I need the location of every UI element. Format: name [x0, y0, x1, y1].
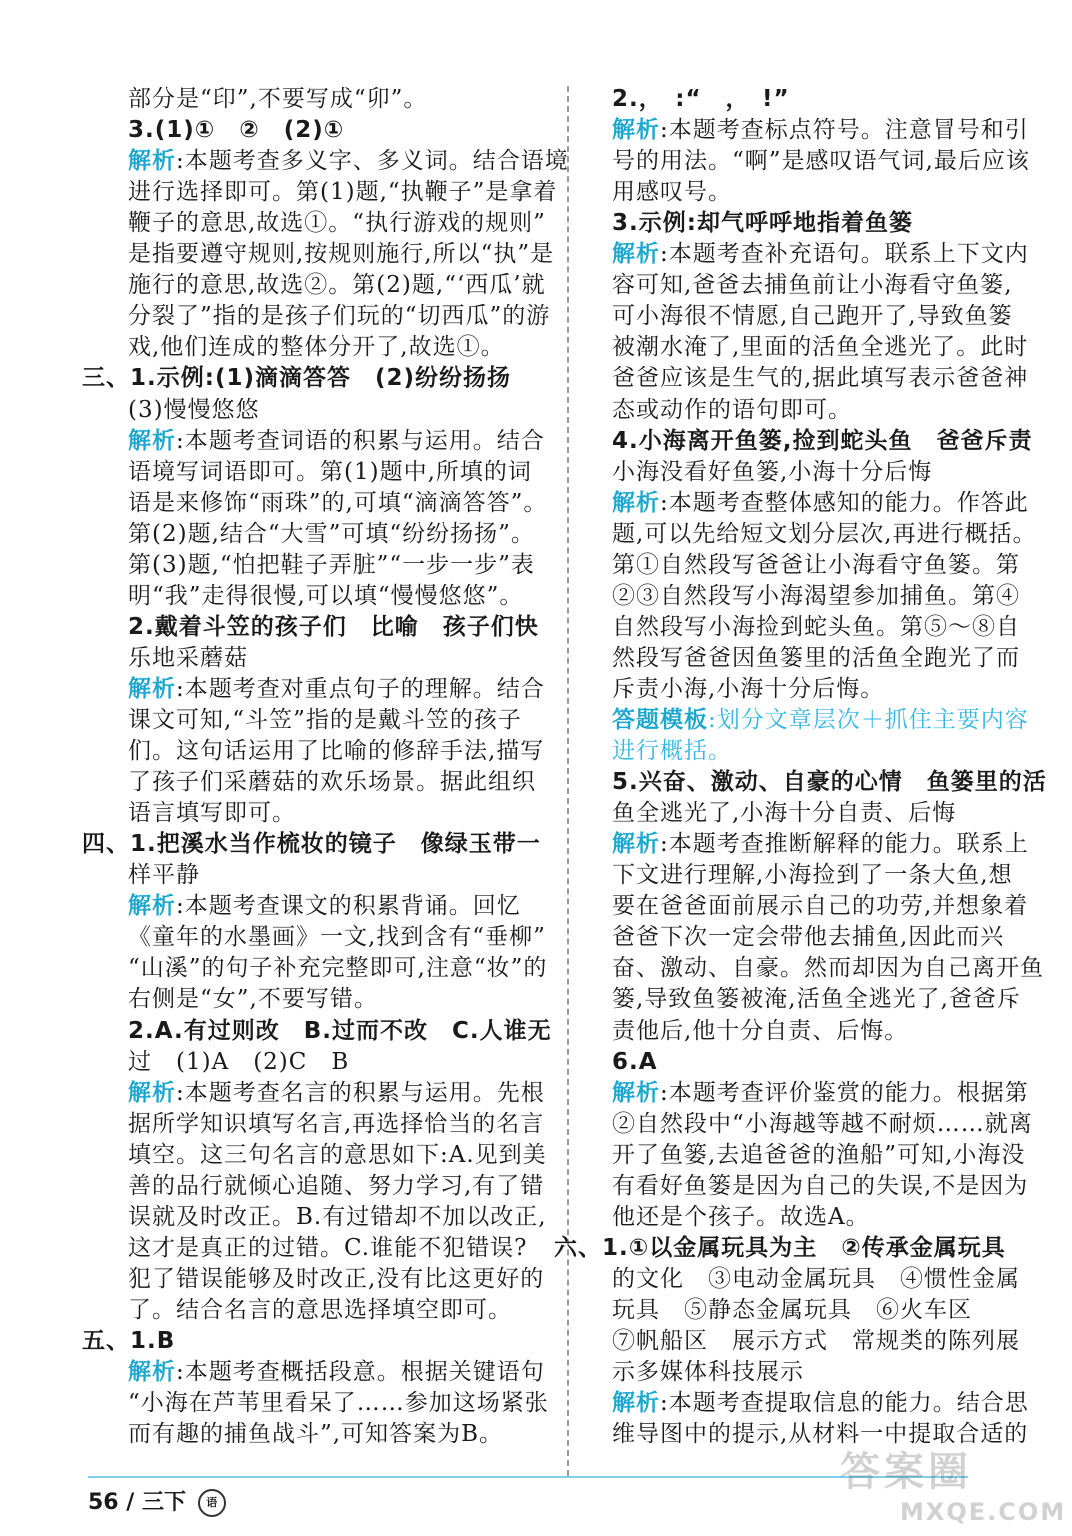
left-line	[88, 1016, 552, 1047]
left-line	[88, 984, 378, 1015]
right-line	[612, 1140, 1025, 1171]
footer-rule	[88, 1476, 968, 1478]
page-footer	[88, 1488, 226, 1518]
line-text: 过 (1)A (2)C B	[128, 1048, 350, 1075]
template-label: 答题模板	[612, 707, 708, 733]
line-text: 鱼全逃光了,小海十分自责、后悔	[612, 800, 957, 827]
analysis-label: 解析	[128, 675, 176, 702]
analysis-label: 解析	[612, 117, 660, 144]
right-line	[612, 953, 1044, 984]
left-line	[88, 488, 547, 519]
line-text: 维导图中的提示,从材料一中提取合适的	[612, 1421, 1029, 1448]
left-line	[88, 519, 535, 550]
line-text: 容可知,爸爸去捕鱼前让小海看守鱼篓,	[612, 272, 1013, 299]
line-text: :本题考查补充语句。联系上下文内	[660, 241, 1029, 268]
line-text: 下文进行理解,小海捡到了一条大鱼,想	[612, 862, 1013, 889]
left-line	[88, 1264, 544, 1295]
right-line	[612, 177, 732, 208]
line-text: 是指要遵守规则,按规则施行,所以“执”是	[128, 241, 555, 268]
line-text: 爸爸应该是生气的,据此填写表示爸爸神	[612, 365, 1029, 392]
line-text: 据所学知识填写名言,再选择恰当的名言	[128, 1110, 545, 1137]
line-text: 3.(1)① ② (2)①	[128, 117, 345, 144]
line-text: 他还是个孩子。故选A。	[612, 1203, 870, 1230]
line-text: :本题考查多义字、多义词。结合语境	[176, 148, 569, 175]
line-text: ②③自然段写小海渴望参加捕鱼。第④	[612, 582, 1020, 609]
line-text: 们。这句话运用了比喻的修辞手法,描写	[128, 738, 545, 765]
line-text: 右侧是“女”,不要写错。	[128, 986, 378, 1013]
analysis-label: 解析	[612, 1079, 660, 1106]
right-line	[612, 1016, 908, 1047]
analysis-label: 解析	[612, 831, 660, 858]
analysis-label: 解析	[128, 893, 176, 920]
line-text: :本题考查概括段意。根据关键语句	[176, 1359, 545, 1386]
left-line	[88, 239, 554, 270]
line-text: 题,可以先给短文划分层次,再进行概括。	[612, 520, 1037, 547]
line-text: 号的用法。“啊”是感叹语气词,最后应该	[612, 148, 1030, 175]
page-number: 56	[88, 1490, 119, 1515]
right-line	[612, 332, 1028, 363]
left-line	[88, 612, 539, 643]
analysis-label: 解析	[128, 1359, 176, 1386]
line-text: “山溪”的句子补充完整即可,注意“妆”的	[128, 955, 548, 982]
line-text: (3)慢慢悠悠	[128, 396, 260, 423]
line-text: 小海没看好鱼篓,小海十分后悔	[612, 458, 933, 485]
line-text: 1.B	[130, 1328, 176, 1354]
right-line	[612, 612, 1020, 643]
left-line	[88, 115, 344, 146]
left-line	[88, 1078, 545, 1109]
analysis-label: 解析	[612, 489, 660, 516]
left-line	[88, 550, 535, 581]
analysis-label: 解析	[128, 427, 176, 454]
line-text: 奋、激动、自豪。然而却因为自己离开鱼	[612, 955, 1044, 982]
line-text: 样平静	[128, 862, 200, 889]
line-text: 了孩子们采蘑菇的欢乐场景。据此组织	[128, 769, 536, 796]
line-text: 误就及时改正。B.有过错却不加以改正,	[128, 1203, 547, 1230]
left-line	[88, 1109, 544, 1140]
line-text: “小海在芦苇里看呆了……参加这场紧张	[128, 1390, 549, 1417]
analysis-label: 解析	[128, 148, 176, 175]
analysis-label: 解析	[612, 1390, 660, 1417]
line-text: 然段写爸爸因鱼篓里的活鱼全跑光了而	[612, 644, 1020, 671]
line-text: ⑦帆船区 展示方式 常规类的陈列展	[612, 1328, 1020, 1354]
right-line	[612, 270, 1013, 301]
line-text: :本题考查标点符号。注意冒号和引	[660, 117, 1029, 144]
right-line	[612, 1357, 804, 1388]
line-text: 5.兴奋、激动、自豪的心情 鱼篓里的活	[612, 769, 1047, 796]
right-line	[612, 891, 1028, 922]
line-text: :本题考查课文的积累背诵。回忆	[176, 893, 521, 920]
watermark-logo: 答案圈	[840, 1449, 972, 1495]
left-line	[88, 457, 532, 488]
column-divider	[567, 86, 569, 1476]
line-text: 填空。这三句名言的意思如下:A.见到美	[128, 1141, 547, 1168]
left-line	[88, 146, 569, 177]
line-text: 有看好鱼篓是因为自己的失误,不是因为	[612, 1172, 1029, 1199]
right-line	[612, 829, 1029, 860]
right-line	[612, 115, 1029, 146]
line-text: 语言填写即可。	[128, 800, 296, 827]
right-line	[612, 1047, 658, 1078]
line-text: 而有趣的捕鱼战斗”,可知答案为B。	[128, 1421, 503, 1448]
right-line	[612, 581, 1020, 612]
right-line	[612, 1295, 972, 1326]
right-line	[612, 1326, 1020, 1357]
right-line	[612, 705, 1029, 736]
analysis-label: 解析	[612, 241, 660, 268]
section-number: 六、	[554, 1234, 602, 1261]
right-line	[612, 674, 884, 705]
line-text: :本题考查推断解释的能力。联系上	[660, 831, 1029, 858]
right-line	[612, 1388, 1029, 1419]
line-text: 要在爸爸面前展示自己的功劳,并想象着	[612, 893, 1029, 920]
left-line	[82, 363, 511, 394]
line-text: 戏,他们连成的整体分开了,故选①。	[128, 334, 505, 361]
right-line	[612, 860, 1013, 891]
right-line	[612, 767, 1047, 798]
line-text: 开了鱼篓,去追爸爸的渔船”可知,小海没	[612, 1141, 1026, 1168]
left-line	[88, 1171, 544, 1202]
line-text: 爸爸下次一定会带他去捕鱼,因此而兴	[612, 924, 1005, 951]
line-text: 进行选择即可。第(1)题,“执鞭子”是拿着	[128, 179, 558, 206]
section-number: 三、	[82, 365, 130, 392]
right-line	[554, 1233, 1006, 1264]
line-text: 6.A	[612, 1048, 658, 1075]
line-text: :本题考查提取信息的能力。结合思	[660, 1390, 1029, 1417]
line-text: 用感叹号。	[612, 179, 732, 206]
left-line	[88, 332, 505, 363]
line-text: 犯了错误能够及时改正,没有比这更好的	[128, 1265, 545, 1292]
left-line	[88, 426, 545, 457]
right-line	[612, 550, 1020, 581]
line-text: :划分文章层次＋抓住主要内容	[708, 707, 1029, 733]
line-text: 鞭子的意思,故选①。“执行游戏的规则”	[128, 210, 546, 237]
line-text: :本题考查对重点句子的理解。结合	[176, 675, 545, 702]
left-line	[88, 270, 546, 301]
left-line	[88, 922, 546, 953]
left-line	[88, 1419, 503, 1450]
line-text: 语是来修饰“雨珠”的,可填“滴滴答答”。	[128, 489, 548, 516]
line-text: 第(3)题,“怕把鞋子弄脏”“一步一步”表	[128, 551, 535, 578]
line-text: 1.把溪水当作梳妆的镜子 像绿玉带一	[130, 831, 541, 858]
right-line	[612, 84, 790, 115]
right-line	[612, 1264, 1020, 1295]
subject-badge: 语	[198, 1489, 226, 1517]
right-line	[612, 426, 1032, 457]
line-text: 责他后,他十分自责、后悔。	[612, 1017, 909, 1044]
line-text: 态或动作的语句即可。	[612, 396, 852, 423]
left-line	[88, 1388, 549, 1419]
line-text: ②自然段中“小海越等越不耐烦……就离	[612, 1110, 1033, 1137]
left-line	[88, 674, 545, 705]
left-line	[88, 177, 557, 208]
left-line	[88, 84, 427, 115]
line-text: 课文可知,“斗笠”指的是戴斗笠的孩子	[128, 707, 522, 733]
line-text: 语境写词语即可。第(1)题中,所填的词	[128, 458, 532, 485]
left-line	[88, 1357, 545, 1388]
left-line	[88, 581, 523, 612]
right-line	[612, 984, 1021, 1015]
left-line	[88, 1295, 512, 1326]
right-line	[612, 922, 1004, 953]
line-text: 斥责小海,小海十分后悔。	[612, 675, 885, 702]
left-line	[88, 301, 550, 332]
line-text: 被潮水淹了,里面的活鱼全逃光了。此时	[612, 334, 1029, 361]
left-line	[88, 1202, 547, 1233]
right-line	[612, 146, 1030, 177]
line-text: 自然段写小海捡到蛇头鱼。第⑤～⑧自	[612, 613, 1020, 640]
section-number: 四、	[82, 831, 130, 858]
line-text: 这才是真正的过错。C.谁能不犯错误?	[128, 1234, 528, 1261]
left-line	[88, 860, 200, 891]
line-text: 明“我”走得很慢,可以填“慢慢悠悠”。	[128, 582, 524, 609]
line-text: 玩具 ⑤静态金属玩具 ⑥火车区	[612, 1296, 972, 1323]
right-line	[612, 1171, 1028, 1202]
line-text: 第(2)题,结合“大雪”可填“纷纷扬扬”。	[128, 520, 535, 547]
line-text: 进行概括。	[612, 738, 732, 765]
left-line	[88, 395, 260, 426]
right-line	[612, 208, 913, 239]
line-text: 善的品行就倾心追随、努力学习,有了错	[128, 1172, 545, 1199]
grade-label: 三下	[142, 1490, 187, 1515]
line-text: :本题考查词语的积累与运用。结合	[176, 427, 545, 454]
line-text: 第①自然段写爸爸让小海看守鱼篓。第	[612, 551, 1020, 578]
right-line	[612, 395, 852, 426]
line-text: :本题考查名言的积累与运用。先根	[176, 1079, 545, 1106]
left-line	[88, 798, 296, 829]
right-line	[612, 363, 1028, 394]
line-text: 篓,导致鱼篓被淹,活鱼全逃光了,爸爸斥	[612, 986, 1021, 1013]
line-text: 2.， :“ ， !”	[612, 86, 790, 112]
line-text: 2.A.有过则改 B.过而不改 C.人谁无	[128, 1017, 552, 1044]
line-text: 3.示例:却气呼呼地指着鱼篓	[612, 210, 913, 237]
left-line	[82, 829, 541, 860]
line-text: 分裂了”指的是孩子们玩的“切西瓜”的游	[128, 303, 551, 330]
watermark	[840, 1440, 1067, 1530]
right-line	[612, 643, 1020, 674]
line-text: 4.小海离开鱼篓,捡到蛇头鱼 爸爸斥责	[612, 427, 1033, 454]
line-text: 《童年的水墨画》一文,找到含有“垂柳”	[128, 924, 546, 951]
line-text: 2.戴着斗笠的孩子们 比喻 孩子们快	[128, 613, 539, 640]
right-line	[612, 1109, 1033, 1140]
left-line	[88, 705, 522, 736]
line-text: :本题考查评价鉴赏的能力。根据第	[660, 1079, 1029, 1106]
right-line	[612, 736, 732, 767]
left-line	[88, 891, 521, 922]
left-line	[88, 1140, 547, 1171]
left-line	[88, 953, 547, 984]
left-line	[88, 1233, 527, 1264]
right-line	[612, 488, 1029, 519]
footer-separator: /	[126, 1490, 135, 1515]
line-text: 乐地采蘑菇	[128, 644, 248, 671]
line-text: 的文化 ③电动金属玩具 ④惯性金属	[612, 1265, 1020, 1292]
line-text: 1.①以金属玩具为主 ②传承金属玩具	[602, 1234, 1006, 1261]
line-text: 施行的意思,故选②。第(2)题,“‘西瓜’就	[128, 272, 546, 299]
right-line	[612, 457, 932, 488]
line-text: 示多媒体科技展示	[612, 1359, 804, 1386]
analysis-label: 解析	[128, 1079, 176, 1106]
left-line	[88, 643, 248, 674]
left-line	[82, 1326, 175, 1357]
left-line	[88, 1047, 349, 1078]
right-line	[612, 1202, 870, 1233]
right-line	[612, 239, 1029, 270]
right-line	[612, 301, 1013, 332]
left-line	[88, 208, 546, 239]
left-line	[88, 736, 544, 767]
right-line	[612, 1078, 1029, 1109]
section-number: 五、	[82, 1328, 130, 1354]
line-text: 部分是“印”,不要写成“卯”。	[128, 86, 428, 112]
line-text: 可小海很不情愿,自己跑开了,导致鱼篓	[612, 303, 1013, 330]
watermark-url: MXQE.COM	[900, 1498, 1067, 1526]
line-text: :本题考查整体感知的能力。作答此	[660, 489, 1029, 516]
line-text: 了。结合名言的意思选择填空即可。	[128, 1296, 512, 1323]
left-line	[88, 767, 536, 798]
right-line	[612, 798, 956, 829]
right-line	[612, 519, 1037, 550]
line-text: 1.示例:(1)滴滴答答 (2)纷纷扬扬	[130, 365, 511, 392]
